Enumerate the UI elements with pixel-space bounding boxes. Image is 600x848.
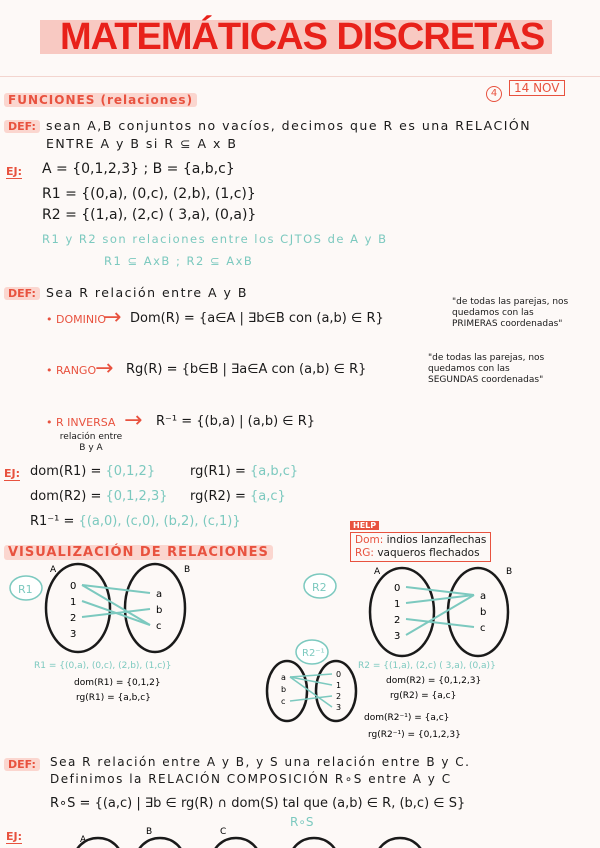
ej3-set-b-label: B (146, 827, 153, 837)
rg-r2-value: {a,c} (249, 489, 286, 504)
ej2-tag: EJ: (4, 467, 21, 480)
r2-node-0: 0 (394, 583, 401, 594)
dominio-note: "de todas las parejas, nos quedamos con las PRIMERAS coordenadas" (452, 297, 569, 329)
help-label: HELP (350, 521, 379, 530)
page-number: 4 (486, 86, 502, 102)
rg-r2-label: rg(R2) = (190, 489, 246, 504)
r2-set-b-label: B (506, 567, 513, 577)
dominio-formula: Dom(R) = {a∈A | ∃b∈B con (a,b) ∈ R} (130, 311, 384, 326)
r2-set-a-label: A (374, 567, 381, 577)
r1-node-3: 3 (70, 629, 77, 640)
dom-r1-value: {0,1,2} (105, 464, 156, 479)
def1-tag: DEF: (4, 120, 40, 133)
rango-arrow-icon: → (95, 356, 114, 381)
help-rg-text: vaqueros flechados (377, 547, 480, 559)
r2-cloud-icon (304, 574, 336, 598)
help-box (350, 532, 491, 562)
r1-rg-caption: rg(R1) = {a,b,c} (76, 693, 151, 703)
r1-cloud-icon (10, 576, 42, 600)
ej3-ros-set-c (376, 838, 424, 848)
ej2-dom-r1 (30, 464, 155, 479)
r2-set-a (370, 568, 434, 656)
def1-line2: ENTRE A y B si R ⊆ A x B (46, 136, 238, 151)
header-divider (0, 76, 600, 77)
help-dom-text: indios lanzaflechas (386, 534, 487, 546)
rg-r1-value: {a,b,c} (249, 464, 299, 479)
r1-set-b-label: B (184, 565, 191, 575)
r2-dom-caption: dom(R2) = {0,1,2,3} (386, 676, 482, 686)
ej2-dom-r2 (30, 489, 168, 504)
r2-set-b (448, 568, 508, 656)
dom-r2-value: {0,1,2,3} (105, 489, 168, 504)
r2-inverse-rg-caption: rg(R2⁻¹) = {0,1,2,3} (368, 730, 461, 740)
section-title: FUNCIONES (relaciones) (4, 93, 197, 107)
r2-inverse-arrows (290, 674, 332, 707)
r2-node-2: 2 (394, 615, 401, 626)
r2-rg-caption: rg(R2) = {a,c} (390, 691, 457, 701)
help-rg-key: RG: (355, 547, 374, 559)
r1-set-b (125, 564, 185, 652)
r1-inverse-label: R1⁻¹ = (30, 514, 75, 529)
r2-node-c: c (480, 623, 486, 634)
ej1-r1: R1 = {(0,a), (0,c), (2,b), (1,c)} (42, 186, 256, 202)
r2-cloud-label: R2 (312, 581, 327, 594)
r1-inverse-value: {(a,0), (c,0), (b,2), (c,1)} (78, 514, 241, 529)
r1-arrows (82, 585, 150, 625)
r2-inverse-cloud-icon (296, 640, 328, 664)
r2inv-node-c: c (281, 697, 286, 706)
rg-r1-label: rg(R1) = (190, 464, 246, 479)
r2inv-node-b: b (281, 685, 287, 694)
r1-node-0: 0 (70, 581, 77, 592)
ej3-set-c-label: C (220, 827, 227, 837)
r1-node-2: 2 (70, 613, 77, 624)
help-dom-line (355, 534, 486, 547)
date-box: 14 NOV (509, 80, 565, 96)
page-number-badge (486, 81, 502, 102)
relation-diagrams (0, 560, 600, 760)
dom-r2-label: dom(R2) = (30, 489, 102, 504)
def2-intro: Sea R relación entre A y B (46, 285, 249, 300)
ej1-note1: R1 y R2 son relaciones entre los CJTOS de A y B (42, 232, 388, 246)
r1-cloud-label: R1 (18, 583, 33, 596)
composition-diagram (0, 820, 600, 848)
def3-line1: Sea R relación entre A y B, y S una relación entre B y C. (50, 755, 471, 769)
inversa-label: • R INVERSA (46, 416, 116, 429)
ej3-set-a-label: A (80, 835, 87, 845)
def1-line1: sean A,B conjuntos no vacíos, decimos que R es una RELACIÓN (46, 118, 532, 133)
def2-tag: DEF: (4, 287, 40, 300)
dominio-arrow-icon: → (103, 305, 122, 330)
r2-inverse-set-b (267, 661, 307, 721)
r1-set-a-label: A (50, 565, 57, 575)
rango-note: "de todas las parejas, nos quedamos con las SEGUNDAS coordenadas" (428, 353, 545, 385)
r2inv-node-1: 1 (336, 681, 342, 690)
ros-label: R∘S (290, 815, 314, 829)
dominio-label: • DOMINIO (46, 313, 106, 326)
r2inv-node-0: 0 (336, 670, 342, 679)
def3-line2: Definimos la RELACIÓN COMPOSICIÓN R∘S entre A y C (50, 772, 452, 786)
r2inv-node-2: 2 (336, 692, 342, 701)
ej2-rg-r2 (190, 489, 286, 504)
composition-formula: R∘S = {(a,c) | ∃b ∈ rg(R) ∩ dom(S) tal que (a,b) ∈ R, (b,c) ∈ S} (50, 796, 466, 811)
ej3-set-c (212, 838, 260, 848)
ej1-sets: A = {0,1,2,3} ; B = {a,b,c} (42, 161, 235, 177)
help-dom-key: Dom: (355, 534, 384, 546)
r2-node-b: b (480, 607, 487, 618)
ej1-r2: R2 = {(1,a), (2,c) ( 3,a), (0,a)} (42, 207, 257, 223)
r2-node-a: a (480, 591, 487, 602)
inversa-sub: relación entre B y A (59, 432, 123, 453)
ej3-tag: EJ: (6, 830, 23, 843)
r1-node-a: a (156, 589, 163, 600)
ej2-r1-inverse (30, 514, 241, 529)
r1-node-1: 1 (70, 597, 77, 608)
r2-caption: R2 = {(1,a), (2,c) ( 3,a), (0,a)} (358, 661, 496, 671)
r1-caption: R1 = {(0,a), (0,c), (2,b), (1,c)} (34, 661, 172, 671)
ej3-set-b (136, 838, 184, 848)
r1-node-c: c (156, 621, 162, 632)
ej1-note2: R1 ⊆ AxB ; R2 ⊆ AxB (104, 254, 254, 268)
rango-formula: Rg(R) = {b∈B | ∃a∈A con (a,b) ∈ R} (126, 362, 367, 377)
r2-inverse-dom-caption: dom(R2⁻¹) = {a,c} (364, 713, 450, 723)
r1-dom-caption: dom(R1) = {0,1,2} (74, 678, 161, 688)
help-rg-line (355, 547, 486, 560)
r1-node-b: b (156, 605, 163, 616)
r2-node-3: 3 (394, 631, 401, 642)
rango-label: • RANGO (46, 364, 97, 377)
visual-heading: VISUALIZACIÓN DE RELACIONES (4, 545, 273, 560)
r2-node-1: 1 (394, 599, 401, 610)
ej1-tag: EJ: (6, 165, 23, 178)
r2-arrows (406, 587, 474, 635)
ej3-ros-set-a (290, 838, 338, 848)
inversa-arrow-icon: → (124, 408, 143, 433)
dom-r1-label: dom(R1) = (30, 464, 102, 479)
page-title: MATEMÁTICAS DISCRETAS (60, 16, 545, 58)
r2inv-node-3: 3 (336, 703, 342, 712)
inversa-formula: R⁻¹ = {(b,a) | (a,b) ∈ R} (156, 414, 316, 429)
r2-inverse-cloud-label: R2⁻¹ (302, 648, 325, 659)
ej2-rg-r1 (190, 464, 298, 479)
r2inv-node-a: a (281, 673, 286, 682)
def3-tag: DEF: (4, 758, 40, 771)
